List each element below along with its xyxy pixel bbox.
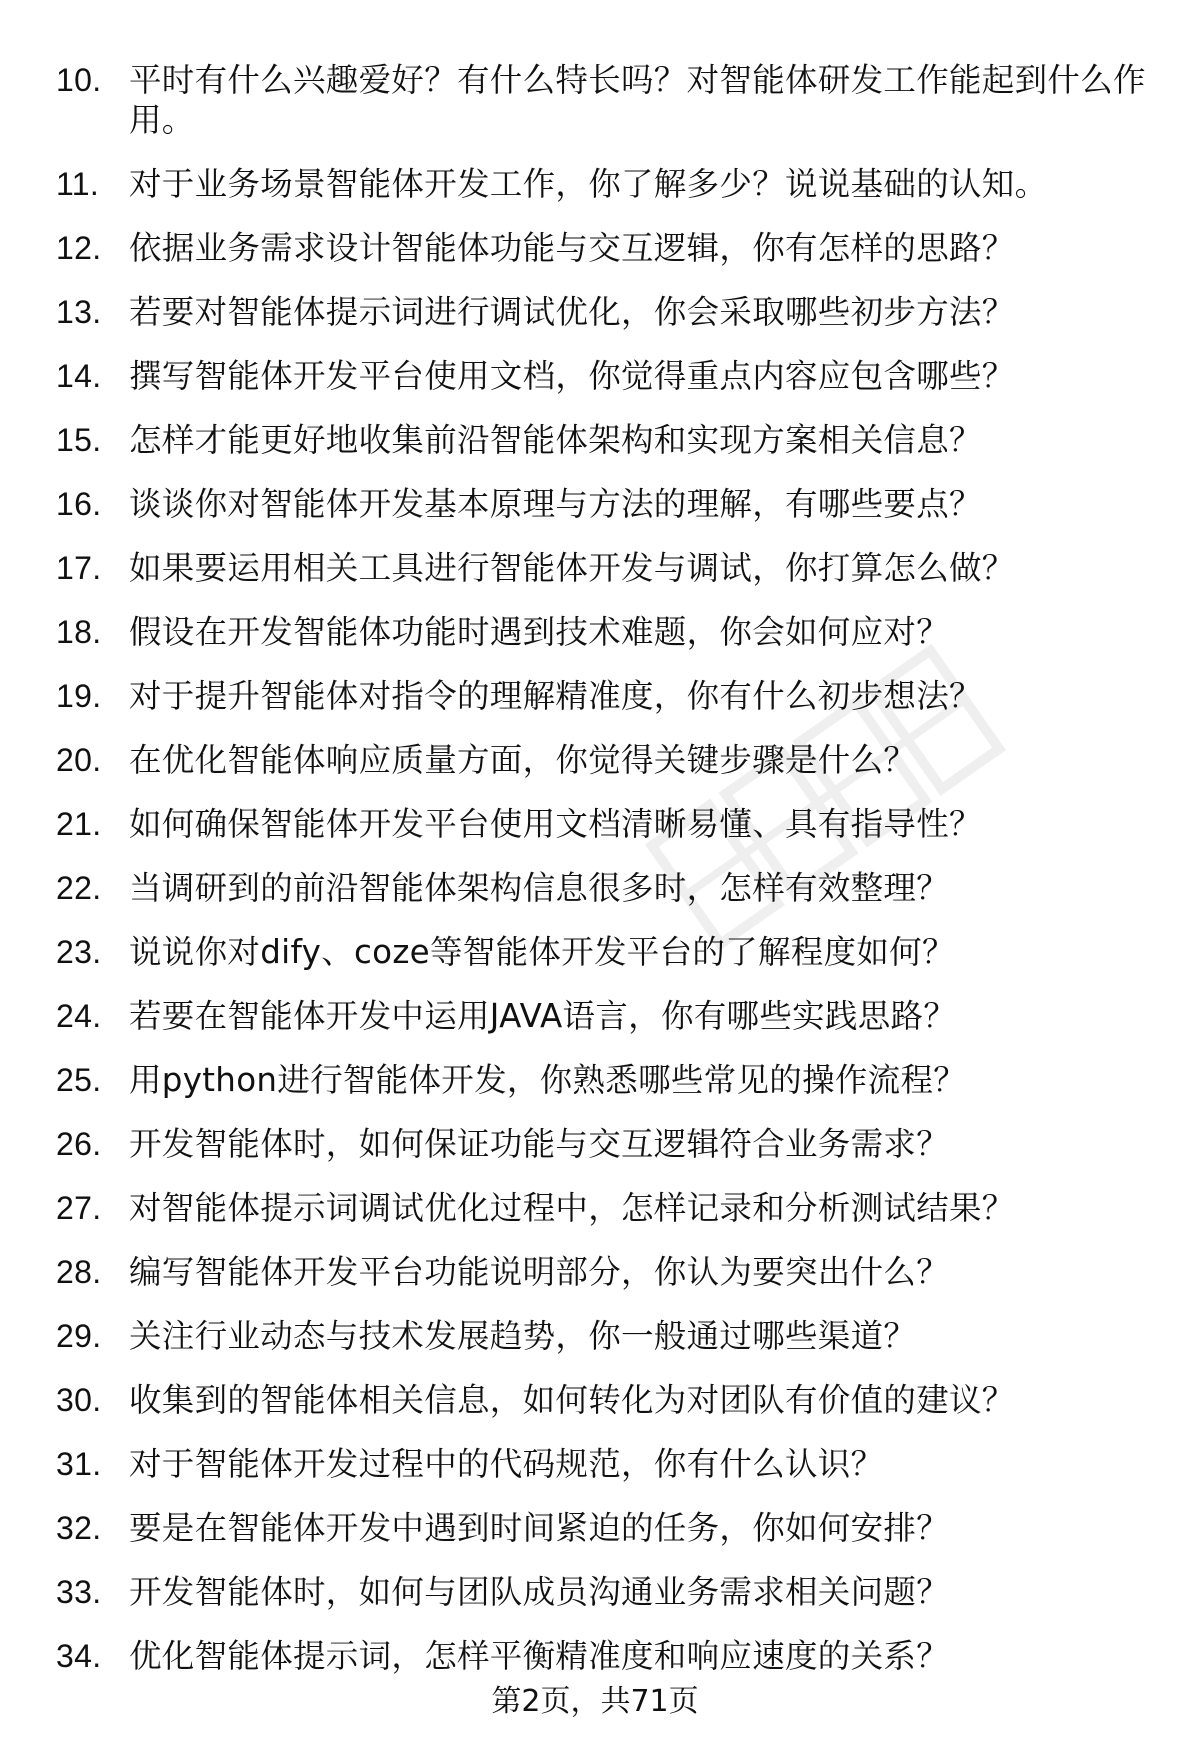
question-number: 12. [56, 230, 102, 266]
question-number: 13. [56, 294, 102, 330]
list-item [0, 1316, 1150, 1356]
question-number: 19. [56, 678, 102, 714]
question-number: 23. [56, 934, 102, 970]
question-text: 关注行业动态与技术发展趋势，你一般通过哪些渠道？ [129, 1317, 917, 1355]
question-text: 若要对智能体提示词进行调试优化，你会采取哪些初步方法？ [129, 293, 1015, 331]
question-number: 28. [56, 1254, 102, 1290]
list-item [0, 420, 1150, 460]
list-item [0, 60, 1150, 140]
question-text: 谈谈你对智能体开发基本原理与方法的理解，有哪些要点？ [129, 485, 982, 523]
question-text: 优化智能体提示词，怎样平衡精准度和响应速度的关系？ [129, 1637, 950, 1675]
question-number: 22. [56, 870, 102, 906]
question-text: 依据业务需求设计智能体功能与交互逻辑，你有怎样的思路？ [129, 229, 1015, 267]
question-number: 25. [56, 1062, 102, 1098]
list-item [0, 740, 1150, 780]
question-text: 对智能体提示词调试优化过程中，怎样记录和分析测试结果？ [129, 1189, 1015, 1227]
list-item [0, 548, 1150, 588]
question-number: 20. [56, 742, 102, 778]
question-text: 对于提升智能体对指令的理解精准度，你有什么初步想法？ [129, 677, 982, 715]
question-number: 10. [56, 62, 102, 98]
question-number: 11. [56, 166, 100, 202]
question-number: 18. [56, 614, 102, 650]
list-item [0, 292, 1150, 332]
list-item [0, 356, 1150, 396]
question-text: 说说你对dify、coze等智能体开发平台的了解程度如何？ [129, 933, 955, 971]
question-text: 怎样才能更好地收集前沿智能体架构和实现方案相关信息？ [129, 421, 982, 459]
question-text: 撰写智能体开发平台使用文档，你觉得重点内容应包含哪些？ [129, 357, 1015, 395]
question-number: 14. [56, 358, 102, 394]
question-list [0, 60, 1150, 1700]
page-footer [0, 1682, 1190, 1722]
list-item [0, 1124, 1150, 1164]
list-item [0, 804, 1150, 844]
question-number: 33. [56, 1574, 102, 1610]
page-number-label: 第2页，共71页 [491, 1684, 699, 1719]
list-item [0, 1380, 1150, 1420]
question-number: 34. [56, 1638, 102, 1674]
question-number: 27. [56, 1190, 102, 1226]
question-number: 26. [56, 1126, 102, 1162]
question-text: 用python进行智能体开发，你熟悉哪些常见的操作流程？ [129, 1061, 967, 1099]
question-text: 假设在开发智能体功能时遇到技术难题，你会如何应对？ [129, 613, 950, 651]
question-number: 30. [56, 1382, 102, 1418]
question-number: 29. [56, 1318, 102, 1354]
list-item [0, 1572, 1150, 1612]
list-item [0, 612, 1150, 652]
question-number: 16. [56, 486, 102, 522]
question-number: 24. [56, 998, 102, 1034]
question-number: 31. [56, 1446, 102, 1482]
question-text: 开发智能体时，如何保证功能与交互逻辑符合业务需求？ [129, 1125, 950, 1163]
question-text: 当调研到的前沿智能体架构信息很多时，怎样有效整理？ [129, 869, 950, 907]
list-item [0, 676, 1150, 716]
list-item [0, 164, 1150, 204]
list-item [0, 484, 1150, 524]
question-text: 开发智能体时，如何与团队成员沟通业务需求相关问题？ [129, 1573, 950, 1611]
list-item [0, 932, 1150, 972]
question-text: 对于智能体开发过程中的代码规范，你有什么认识？ [129, 1445, 884, 1483]
question-text: 收集到的智能体相关信息，如何转化为对团队有价值的建议？ [129, 1381, 1015, 1419]
question-text: 要是在智能体开发中遇到时间紧迫的任务，你如何安排？ [129, 1509, 950, 1547]
question-number: 32. [56, 1510, 102, 1546]
question-text: 在优化智能体响应质量方面，你觉得关键步骤是什么？ [129, 741, 917, 779]
question-number: 21. [56, 806, 102, 842]
question-number: 17. [56, 550, 102, 586]
question-text: 平时有什么兴趣爱好？有什么特长吗？对智能体研发工作能起到什么作用。 [129, 61, 1146, 139]
list-item [0, 1636, 1150, 1676]
question-text: 编写智能体开发平台功能说明部分，你认为要突出什么？ [129, 1253, 950, 1291]
list-item [0, 868, 1150, 908]
list-item [0, 996, 1150, 1036]
list-item [0, 1188, 1150, 1228]
list-item [0, 1060, 1150, 1100]
list-item [0, 228, 1150, 268]
question-text: 若要在智能体开发中运用JAVA语言，你有哪些实践思路？ [129, 997, 957, 1035]
list-item [0, 1252, 1150, 1292]
question-text: 对于业务场景智能体开发工作，你了解多少？说说基础的认知。 [129, 165, 1048, 203]
list-item [0, 1444, 1150, 1484]
list-item [0, 1508, 1150, 1548]
question-number: 15. [56, 422, 102, 458]
question-text: 如果要运用相关工具进行智能体开发与调试，你打算怎么做？ [129, 549, 1015, 587]
question-text: 如何确保智能体开发平台使用文档清晰易懂、具有指导性？ [129, 805, 982, 843]
